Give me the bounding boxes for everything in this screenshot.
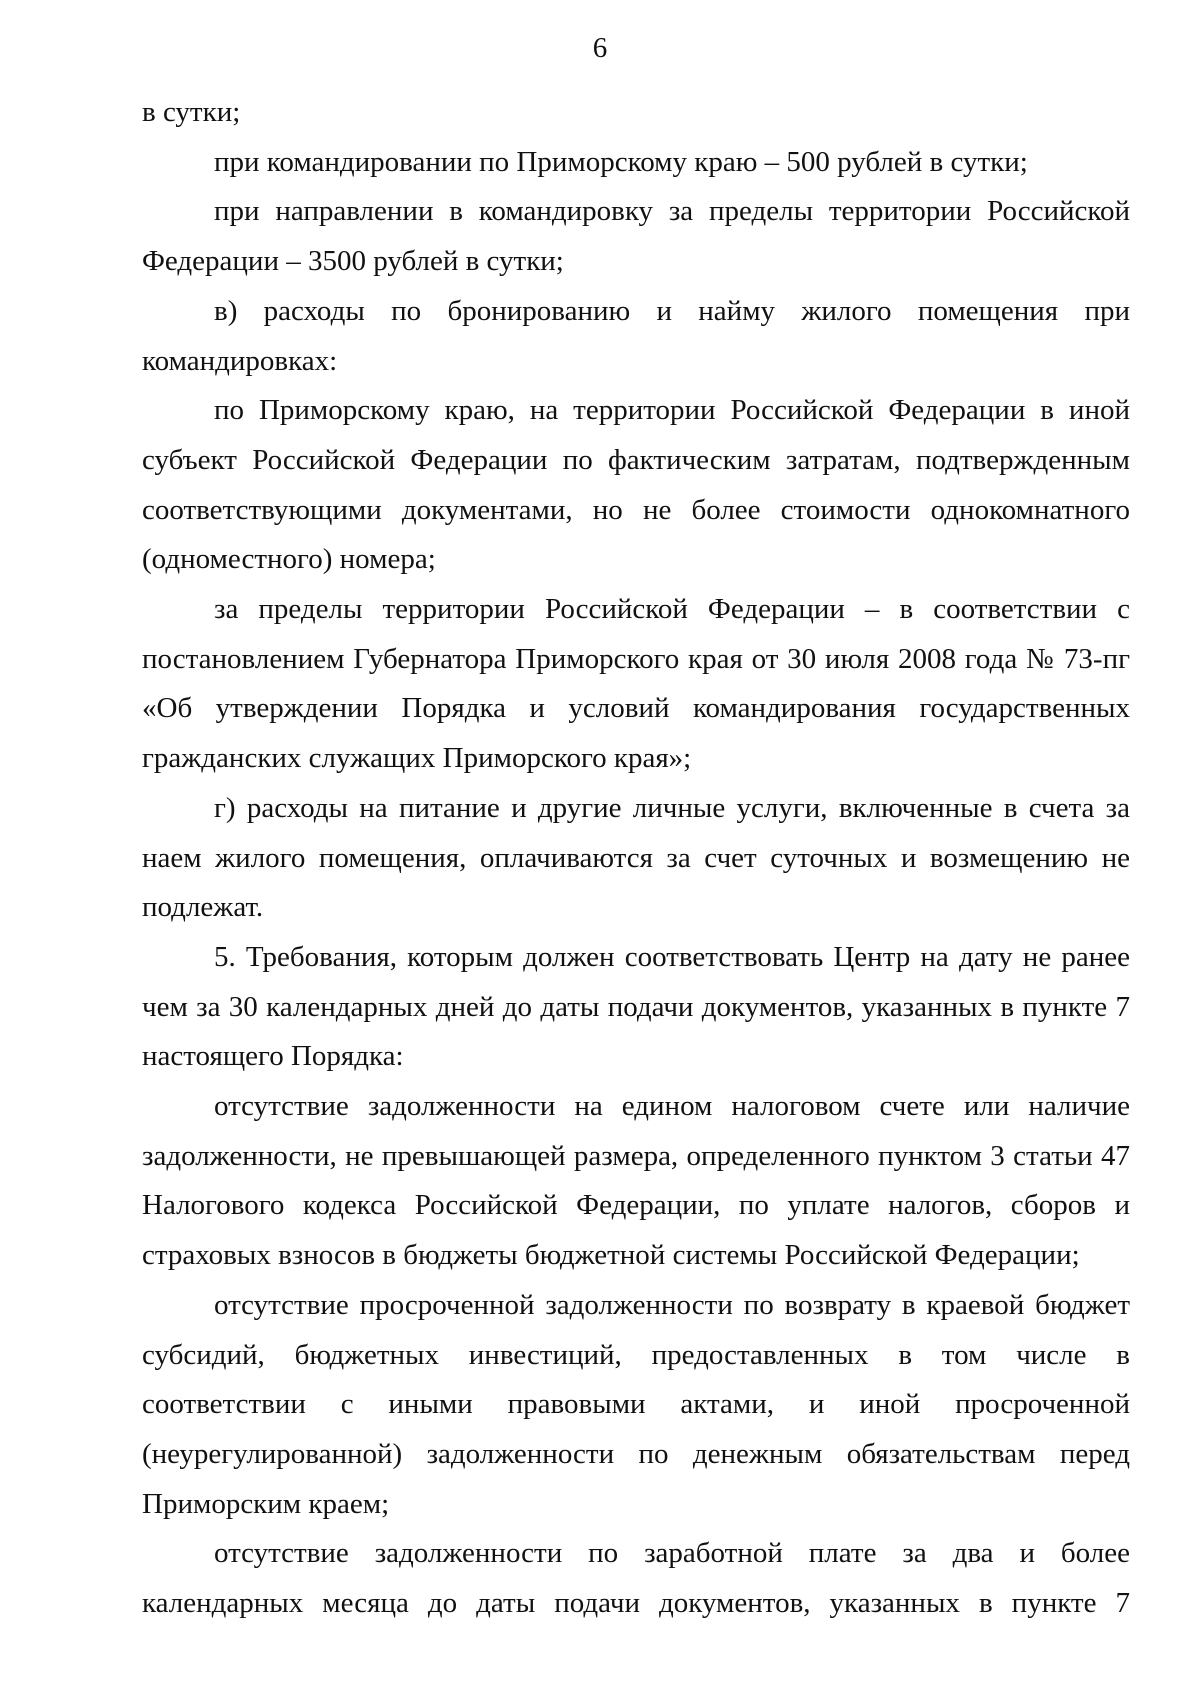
- paragraph: при направлении в командировку за пределы территории Российской Федерации – 3500 рублей в сутки;: [142, 195, 1130, 278]
- paragraph-continuation: в сутки;: [142, 96, 241, 128]
- page-number: 6: [592, 32, 608, 64]
- paragraph-continued: отсутствие задолженности по заработной плате за два и более календарных месяца до даты подачи документов, указанных в пункте 7: [142, 1537, 1130, 1620]
- paragraph: по Приморскому краю, на территории Российской Федерации в иной субъект Российской Федерации по фактическим затратам, подтвержденным соответствующими документами, но не более стоимости однокомнатного (одноместного) номера;: [142, 394, 1130, 576]
- paragraph: г) расходы на питание и другие личные услуги, включенные в счета за наем жилого помещения, оплачиваются за счет суточных и возмещению не подлежат.: [142, 791, 1130, 924]
- paragraph: в) расходы по бронированию и найму жилого помещения при командировках:: [142, 294, 1130, 377]
- paragraph: отсутствие просроченной задолженности по возврату в краевой бюджет субсидий, бюджетных инвестиций, предоставленных в том числе в соответствии с иными правовыми актами, и иной просроченной (неурегулированной) задолженности по денежным обязательствам перед Приморским краем;: [142, 1288, 1130, 1520]
- paragraph: 5. Требования, которым должен соответствовать Центр на дату не ранее чем за 30 календарных дней до даты подачи документов, указанных в пункте 7 настоящего Порядка:: [142, 940, 1130, 1073]
- paragraph: отсутствие задолженности на едином налоговом счете или наличие задолженности, не превышающей размера, определенного пунктом 3 статьи 47 Налогового кодекса Российской Федерации, по уплате налогов, сборов и страховых взносов в бюджеты бюджетной системы Российской Федерации;: [142, 1090, 1130, 1272]
- paragraph: за пределы территории Российской Федерации – в соответствии с постановлением Губернатора Приморского края от 30 июля 2008 года № 73-пг «Об утверждении Порядка и условий командирования государственных гражданских служащих Приморского края»;: [142, 593, 1130, 775]
- paragraph: при командировании по Приморскому краю – 500 рублей в сутки;: [214, 145, 1028, 178]
- document-body: [142, 88, 1130, 1629]
